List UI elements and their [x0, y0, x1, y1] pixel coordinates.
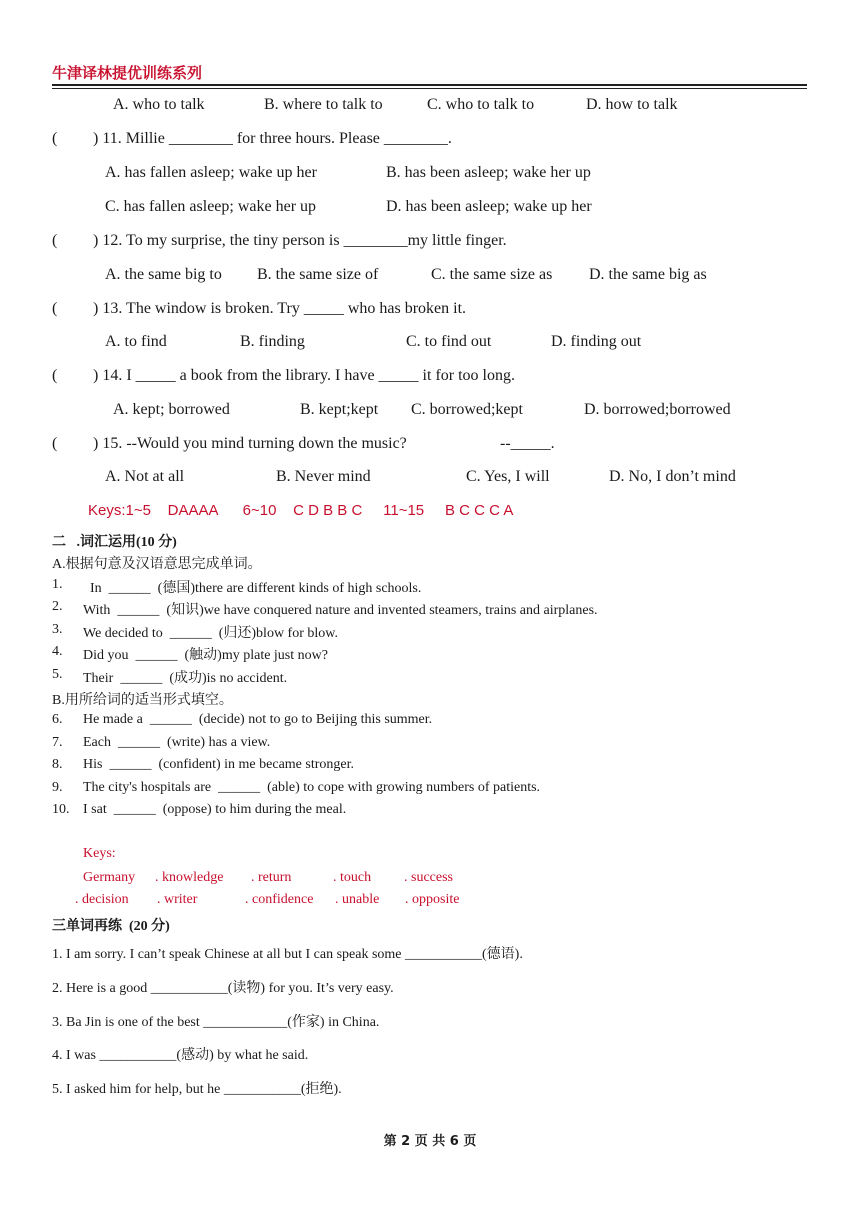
vocab-item-9: The city's hospitals are ______ (able) to cope with growing numbers of patients. [83, 780, 541, 795]
item-number: 4. [52, 644, 63, 659]
vocab-key: . success [404, 870, 453, 885]
word-practice-item-2: 2. Here is a good ___________(读物) for you. It’s very easy. [52, 981, 394, 996]
word-practice-item-3: 3. Ba Jin is one of the best ____________(作家) in China. [52, 1015, 380, 1030]
vocab-item-8: His ______ (confident) in me became stronger. [83, 757, 354, 772]
item-number: 8. [52, 757, 63, 772]
vocab-key: . writer [157, 892, 198, 907]
item-number: 6. [52, 712, 63, 727]
item-number: 1. [52, 577, 63, 592]
q15-answer-blank: ( [52, 435, 58, 452]
q11-option-d: D. has been asleep; wake up her [386, 198, 592, 215]
mc-answer-keys: Keys:1~5 DAAAA 6~10 C D B B C 11~15 B C C C A [88, 502, 514, 519]
q13-option-a: A. to find [105, 333, 167, 350]
vocab-key: Germany [83, 870, 136, 885]
vocab-key: . decision [75, 892, 129, 907]
q13-stem: ) 13. The window is broken. Try _____ who has broken it. [93, 300, 467, 317]
q11-option-b: B. has been asleep; wake her up [386, 164, 591, 181]
vocab-item-7: Each ______ (write) has a view. [83, 735, 271, 750]
q15-option-c: C. Yes, I will [466, 468, 550, 485]
item-number: 2. [52, 599, 63, 614]
q15-reply: --_____. [500, 435, 555, 452]
vocab-key: . unable [335, 892, 380, 907]
word-practice-item-4: 4. I was ___________(感动) by what he said. [52, 1048, 309, 1063]
q11-answer-blank: ( [52, 130, 58, 147]
vocab-item-5: Their ______ (成功)is no accident. [83, 671, 288, 686]
vocab-item-3: We decided to ______ (归还)blow for blow. [83, 626, 338, 641]
vocab-key: . confidence [245, 892, 314, 907]
header-rule-thin [52, 88, 807, 89]
vocab-key: . opposite [405, 892, 460, 907]
vocab-item-10: I sat ______ (oppose) to him during the meal. [83, 802, 347, 817]
item-number: 5. [52, 667, 63, 682]
item-number: 3. [52, 622, 63, 637]
q10-option-d: D. how to talk [586, 96, 678, 113]
page-number: 第 2 页 共 6 页 [383, 1134, 477, 1149]
q14-option-b: B. kept;kept [300, 401, 379, 418]
section2-part-b: B.用所给词的适当形式填空。 [52, 693, 233, 708]
q13-option-b: B. finding [240, 333, 305, 350]
q11-option-a: A. has fallen asleep; wake up her [105, 164, 317, 181]
q12-option-a: A. the same big to [105, 266, 222, 283]
q15-option-d: D. No, I don’t mind [609, 468, 736, 485]
q14-answer-blank: ( [52, 367, 58, 384]
header-rule-thick [52, 84, 807, 86]
q10-option-c: C. who to talk to [427, 96, 535, 113]
q14-stem: ) 14. I _____ a book from the library. I have _____ it for too long. [93, 367, 515, 384]
q13-answer-blank: ( [52, 300, 58, 317]
q14-option-c: C. borrowed;kept [411, 401, 523, 418]
q11-stem: ) 11. Millie ________ for three hours. Please ________. [93, 130, 452, 147]
vocab-item-4: Did you ______ (触动)my plate just now? [83, 648, 328, 663]
vocab-keys-label: Keys: [83, 846, 116, 861]
q14-option-d: D. borrowed;borrowed [584, 401, 731, 418]
q10-option-a: A. who to talk [113, 96, 205, 113]
q12-stem: ) 12. To my surprise, the tiny person is ________my little finger. [93, 232, 507, 249]
series-title: 牛津译林提优训练系列 [52, 64, 203, 82]
section3-title: 三单词再练 (20 分) [52, 919, 170, 934]
q12-option-b: B. the same size of [257, 266, 379, 283]
word-practice-item-5: 5. I asked him for help, but he ___________(拒绝). [52, 1082, 342, 1097]
q12-option-c: C. the same size as [431, 266, 553, 283]
section2-title: 二 .词汇运用(10 分) [52, 535, 177, 550]
vocab-item-1: In ______ (德国)there are different kinds of high schools. [83, 581, 422, 596]
vocab-item-2: With ______ (知识)we have conquered nature and invented steamers, trains and airplanes. [83, 603, 598, 618]
vocab-key: . return [251, 870, 292, 885]
vocab-item-6: He made a ______ (decide) not to go to Beijing this summer. [83, 712, 433, 727]
q13-option-d: D. finding out [551, 333, 642, 350]
q15-option-a: A. Not at all [105, 468, 185, 485]
q13-option-c: C. to find out [406, 333, 492, 350]
item-number: 7. [52, 735, 63, 750]
q15-stem: ) 15. --Would you mind turning down the music? [93, 435, 407, 452]
section2-part-a: A.根据句意及汉语意思完成单词。 [52, 557, 262, 572]
q15-option-b: B. Never mind [276, 468, 371, 485]
item-number: 10. [52, 802, 70, 817]
q12-option-d: D. the same big as [589, 266, 707, 283]
q11-option-c: C. has fallen asleep; wake her up [105, 198, 317, 215]
vocab-key: . touch [333, 870, 372, 885]
q10-option-b: B. where to talk to [264, 96, 383, 113]
word-practice-item-1: 1. I am sorry. I can’t speak Chinese at all but I can speak some ___________(德语). [52, 947, 523, 962]
vocab-key: . knowledge [155, 870, 224, 885]
q12-answer-blank: ( [52, 232, 58, 249]
q14-option-a: A. kept; borrowed [113, 401, 230, 418]
item-number: 9. [52, 780, 63, 795]
